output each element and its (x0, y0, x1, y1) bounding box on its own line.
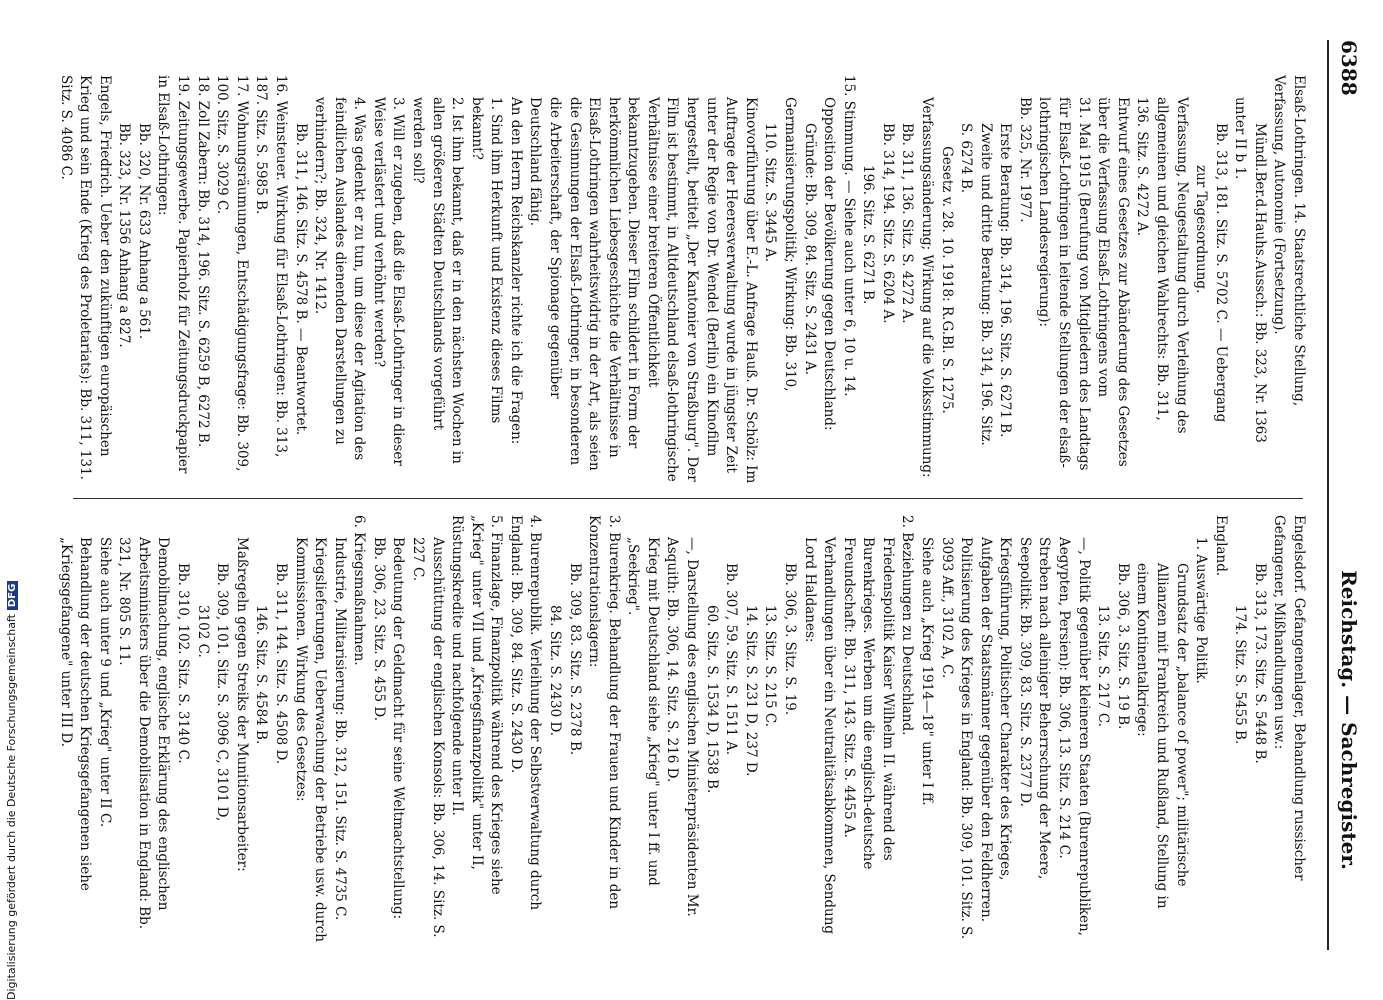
index-entry: Erste Beratung: Bb. 314, 196. Sitz. S. 6271 B. (997, 123, 1014, 438)
index-entry: 17. Wohnungsräumungen, Entschädigungsfrage: Bb. 309, 100. Sitz. S. 3029 C. (214, 75, 250, 472)
index-entry: 6. Kriegsmaßnahmen. (351, 515, 368, 666)
index-entry: Kriegsführung, Politischer Charakter des Krieges, Aufgaben der Staatsmänner gegenüber den Feldherren. Politisierung des Krieges in England: Bb. 309, 101. Sitz. S. 3093 Aff., 3102 A, C. (938, 537, 1014, 940)
index-entry: 196. Sitz. S. 6271 B. (860, 165, 877, 305)
footer-text: Digitalisierung gefördert durch die Deutsche Forschungsgemeinschaft (5, 614, 18, 1000)
index-entry: Mündl.Ber.d.Hauhs.Aussch.: Bb. 323, Nr. 1363 (1251, 123, 1268, 443)
index-entry: Opposition der Bevölkerung gegen Deutschland: (821, 97, 838, 431)
index-entry: Ausschüttung der englischen Konsols: Bb. 306, 14. Sitz. S. 227 C. (409, 537, 446, 938)
column-divider (73, 498, 1303, 499)
index-entry: Bb. 309, 101. Sitz. S. 3096 C, 3101 D, (214, 563, 231, 822)
index-entry: Germanisierungspolitik; Wirkung: Bb. 310, (781, 97, 798, 392)
index-entry: Bb. 309, 83. Sitz. S. 2378 B. (566, 563, 583, 756)
index-entry: Siehe auch unter 9 und „Krieg" unter II C. (96, 537, 113, 828)
index-entry: Bb. 306, 3. Sitz. S. 19. (781, 563, 798, 716)
index-entry: 1. Sind ihm Herkunft und Existenz dieses Films bekannt? (468, 97, 505, 424)
index-entry: 16. Weinsteuer. Wirkung für Elsaß-Lothringen: Bb. 313, 187. Sitz. S. 5985 B. (253, 75, 289, 458)
index-entry: 31. Mai 1915 (Berufung von Mitgliedern des Landtags für Elsaß-Lothringen in leitende Stellungen der elsaß-lothringischen Landesregierung): (1036, 97, 1092, 471)
index-entry: 110. Sitz. S. 3445 A. (762, 123, 779, 263)
index-entry: Verfassungsänderung; Wirkung auf die Volksstimmung: (919, 97, 936, 478)
index-entry: Verhandlungen über ein Neutralitätsabkommen, Sendung Lord Haldanes: (801, 537, 838, 935)
index-entry: 14. Sitz. S. 231 D, 237 D. (742, 605, 759, 777)
index-entry: Elsaß-Lothringen. 14. Staatsrechtliche Stellung, Verfassung, Autonomie (Fortsetzung). (1271, 75, 1307, 407)
index-entry: 174. Sitz. S. 5455 B. (1232, 605, 1249, 745)
index-entry: Bb. 311, 136. Sitz. S. 4272 A. (899, 123, 916, 324)
index-entry: 3102 C. (194, 605, 211, 658)
index-entry: Siehe auch „Krieg 1914—18" unter I ff. (919, 537, 936, 806)
left-column (55, 75, 1308, 485)
page-number: 6388 (1337, 40, 1361, 96)
index-entry: 13. Sitz. S. 217 C. (1095, 605, 1112, 727)
index-entry: Bedeutung der Geldmacht für seine Weltmachtstellung: Bb. 306, 23. Sitz. S. 455 D. (370, 537, 407, 920)
footer-credit (5, 5, 21, 1000)
index-entry: Bb. 307, 59. Sitz. S. 1511 A. (723, 563, 740, 755)
index-entry: Entwurf eines Gesetzes zur Abänderung des Gesetzes über die Verfassung Elsaß-Lothringens vom (1095, 97, 1131, 467)
index-entry: Bb. 314, 194. Sitz. S. 6204 A. (879, 123, 896, 324)
index-entry: Kriegslieferungen, Ueberwachung der Betriebe usw. durch Kommissionen. Wirkung des Gesetzes: (292, 537, 329, 943)
index-entry: Krieg mit Deutschland siehe „Krieg" unter I ff. und „Seekrieg". (625, 537, 661, 886)
index-entry: Gesetz v. 28. 10. 1918: R.G.Bl. S. 1275. (938, 146, 955, 414)
index-entry: Streben nach alleiniger Beherrschung der Meere, Seepolitik: Bb. 309, 83. Sitz. S. 2377 D. (1016, 537, 1053, 880)
index-entry: Friedenspolitik Kaiser Wilhelm II. während des Burenkrieges. Werben um die englisch-deutsche Freundschaft: Bb. 311, 143. Sitz. S. 4455 A. (840, 537, 896, 870)
index-entry: Industrie, Militarisierung: Bb. 312, 151. Sitz. S. 4735 C. (331, 537, 348, 921)
index-entry: Demobilmachung, englische Erklärung des englischen Arbeitsministers über die Demobilisation in England: Bb. 321, Nr. 805 S. 11. (116, 537, 172, 930)
index-entry: 4. Was gedenkt er zu tun, um diese der Agitation des feindlichen Auslandes dienenden Darstellungen zu verhindern?; Bb. 324, Nr. 1412. (312, 97, 368, 461)
header-rule (1327, 40, 1329, 950)
index-entry: 1. Auswärtige Politik. (1193, 537, 1210, 684)
index-entry: Kinovorführung über E.-L. Anfrage Hauß. Dr. Schölz: Im Auftrage der Heeresverwaltung wurde in jüngster Zeit unter der Regie von Dr. Wendel (Berlin) ein Kinofilm hergestellt, betitelt „Der Kantonier von Straßburg". Der Film ist bestimmt, in Altdeutschland elsaß-lothringische Verhältnisse einer breiteren Öffentlichkeit bekanntzugeben. Dieser Film schildert in Form der herkömmlichen Liebesgeschichte die Verhältnisse in Elsaß-Lothringen wahrheitswidrig in der Art, als seien die Gesinnungen der Elsaß-Lothringer, in besonderen die Arbeiterschaft, der Spionage gegenüber Deutschland fähig. (527, 97, 759, 484)
index-entry: An den Herrn Reichskanzler richte ich die Fragen: (507, 97, 524, 445)
page-header (1331, 40, 1361, 960)
index-entry: 146. Sitz. S. 4584 B. (253, 605, 270, 745)
index-entry: Bb. 313, 181. Sitz. S. 5702 C. — Uebergang (1212, 123, 1229, 423)
index-entry: 60. Sitz. S. 1534 D, 1538 B. (703, 605, 720, 794)
index-entry: —, Politik gegenüber kleineren Staaten (Burenrepubliken, Aegypten, Persien): Bb. 306, 13. Sitz. S. 214 C. (1056, 537, 1092, 936)
index-entry: 136. Sitz. S. 4272 A. (1134, 97, 1151, 237)
index-entry: Behandlung der deutschen Kriegsgefangenen siehe „Kriegsgefangene" unter III D. (57, 537, 94, 891)
index-entry: 2. Ist ihm bekannt, daß er in den nächsten Wochen in allen größeren Städten Deutschlands vorgeführt werden soll? (409, 97, 466, 464)
index-entry: 84. Sitz. S. 2430 D. (547, 605, 564, 737)
index-entry: 4. Burenrepublik. Verleihung der Selbstverwaltung durch England: Bb. 309, 84. Sitz. S. 2430 D. (507, 515, 544, 911)
index-entry: unter II b 1. (1232, 97, 1249, 180)
index-entry: 15. Stimmung. — Siehe auch unter 6, 10 u. 14. (840, 75, 857, 397)
index-entry: 2. Beziehungen zu Deutschland. (899, 515, 916, 736)
index-entry: Grundsatz der „balance of power"; militärische Allianzen mit Frankreich und Rußland, Stellung in einem Kontinentalkriege: (1134, 563, 1190, 909)
index-entry: Engels, Friedrich. Ueber den zukünftigen europäischen Krieg und sein Ende (Krieg des Proletariats): Bb. 311, 131. Sitz. S. 4086 C. (57, 75, 113, 480)
index-entry: Bb. 311, 146. Sitz. S. 4578 B. — Beantwortet. (292, 123, 309, 436)
index-entry: Bb. 310, 102. Sitz. S. 3140 C. (175, 563, 192, 764)
index-entry: Maßregeln gegen Streiks der Munitionsarbeiter: (233, 537, 250, 872)
index-entry: Gründe: Bb. 309, 84. Sitz. S. 2431 A. (801, 123, 818, 376)
index-entry: 18. Zoll Zabern: Bb. 314, 196. Sitz. S. 6259 B, 6272 B. (194, 75, 211, 448)
index-entry: Bb. 325, Nr. 1977. (1016, 97, 1033, 223)
index-entry: 3. Burenkrieg. Behandlung der Frauen und Kinder in den Konzentrationslagern: (586, 515, 622, 910)
index-entry: Verfassung, Neugestaltung durch Verleihung des allgemeinen und gleichen Wahlrechts: Bb. 311, (1153, 97, 1190, 434)
index-entry: Zweite und dritte Beratung: Bb. 314, 196. Sitz. (977, 123, 994, 446)
running-title: Reichstag. — Sachregister. (1337, 570, 1361, 870)
index-entry: England. (1212, 515, 1229, 577)
index-entry: 3. Will er zugeben, daß die Elsaß-Lothringer in dieser Weise verlästert und verhöhnt werden? (370, 97, 407, 466)
index-entry: S. 6274 B. (958, 123, 975, 194)
index-entry: Bb. 313, 173. Sitz. S. 5448 B. (1251, 563, 1268, 764)
index-entry: Bb. 311, 144. Sitz. S. 4508 D. (272, 563, 289, 765)
index-entry: zur Tagesordnung. (1193, 165, 1210, 294)
right-column (55, 515, 1308, 945)
index-entry: 13. Sitz. S. 215 C. (762, 605, 779, 727)
index-entry: —, Darstellung des englischen Ministerpräsidenten Mr. Asquith: Bb. 306, 14. Sitz. S. 216 D. (664, 537, 701, 917)
dfg-logo: DFG (7, 581, 18, 610)
index-entry: Engelsdorf. Gefangenenlager, Behandlung russischer Gefangener, Mißhandlungen usw.: (1271, 515, 1307, 881)
index-entry: Bb. 306, 3. Sitz. S. 19 B. (1114, 563, 1131, 730)
index-entry: Bb. 320, Nr. 633 Anhang a 561. (135, 123, 152, 340)
index-entry: Bb. 323, Nr. 1356 Anhang a 827. (116, 123, 133, 348)
index-entry: 19. Zeitungsgewerbe. Papierholz für Zeitungsdruckpapier in Elsaß-Lothringen: (155, 75, 192, 474)
index-entry: 5. Finanzlage, Finanzpolitik während des Krieges siehe „Krieg" unter VII und „Kriegsfinanzpolitik" unter II, Rüstungskredite und nachfolgende unter II. (449, 515, 505, 895)
